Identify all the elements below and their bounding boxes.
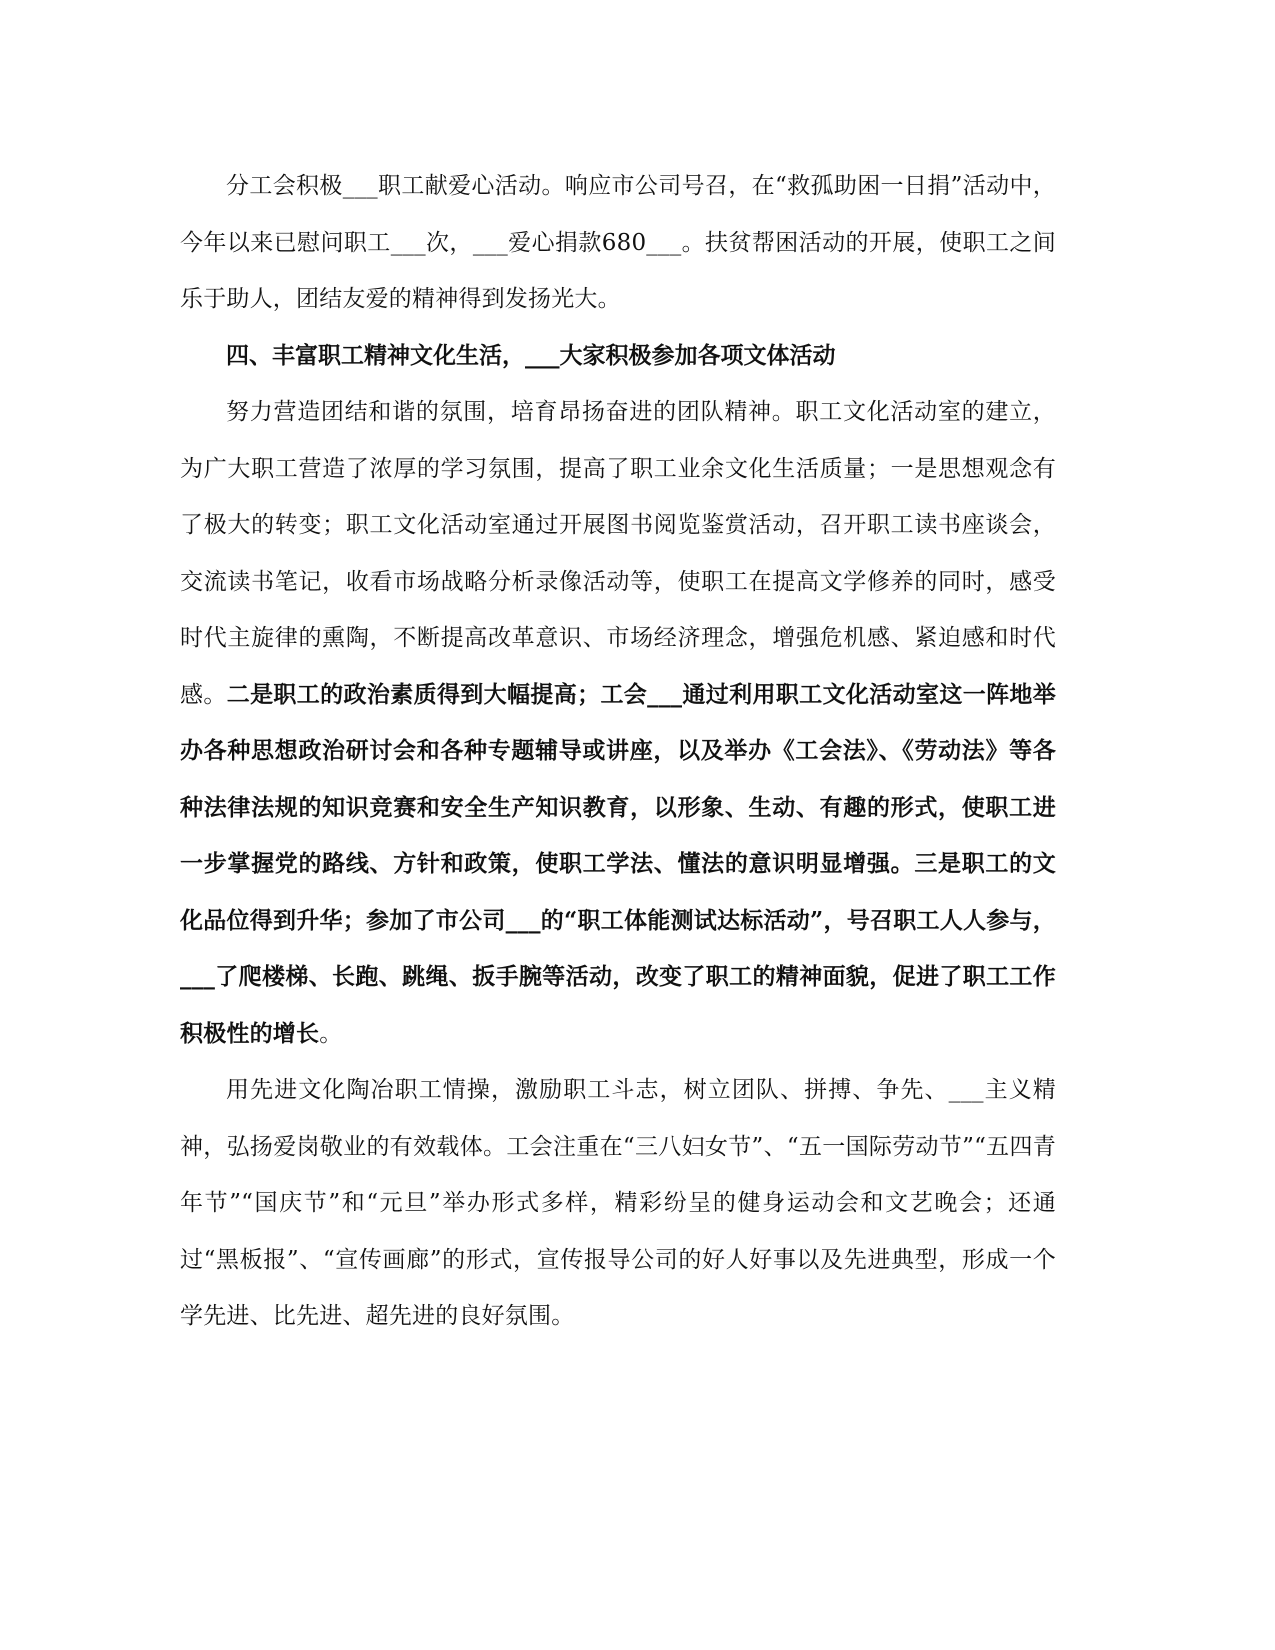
document-page	[180, 158, 1056, 1345]
paragraph-culture-room-bold: 二是职工的政治素质得到大幅提高；工会___通过利用职工文化活动室这一阵地举办各种思想政治研讨会和各种专题辅导或讲座，以及举办《工会法》、《劳动法》等各种法律法规的知识竞赛和安全生产知识教育，以形象、生动、有趣的形式，使职工进一步掌握党的路线、方针和政策，使职工学法、懂法的意识明显增强。三是职工的文化品位得到升华；参加了市公司___的“职工体能测试达标活动”，号召职工人人参与，___了爬楼梯、长跑、跳绳、扳手腕等活动，改变了职工的精神面貌，促进了职工工作积极性的增长	[180, 680, 1056, 1047]
section-heading-four: 四、丰富职工精神文化生活，___大家积极参加各项文体活动	[226, 341, 836, 369]
paragraph-advanced-culture: 用先进文化陶冶职工情操，激励职工斗志，树立团队、拼搏、争先、___主义精神，弘扬爱岗敬业的有效载体。工会注重在“三八妇女节”、“五一国际劳动节”“五四青年节”“国庆节”和“元旦”举办形式多样，精彩纷呈的健身运动会和文艺晚会；还通过“黑板报”、“宣传画廊”的形式，宣传报导公司的好人好事以及先进典型，形成一个学先进、比先进、超先进的良好氛围。	[180, 1077, 1056, 1329]
paragraph-donation-activities: 分工会积极___职工献爱心活动。响应市公司号召，在“救孤助困一日捐”活动中，今年以来已慰问职工___次，___爱心捐款680___。扶贫帮困活动的开展，使职工之间乐于助人，团结友爱的精神得到发扬光大。	[180, 173, 1056, 312]
paragraph-culture-room-normal: 努力营造团结和谐的氛围，培育昂扬奋进的团队精神。职工文化活动室的建立，为广大职工营造了浓厚的学习氛围，提高了职工业余文化生活质量；一是思想观念有了极大的转变；职工文化活动室通过开展图书阅览鉴赏活动，召开职工读书座谈会，交流读书笔记，收看市场战略分析录像活动等，使职工在提高文学修养的同时，感受时代主旋律的熏陶，不断提高改革意识、市场经济理念，增强危机感、紧迫感和时代感。	[180, 399, 1056, 708]
paragraph-culture-room-end: 。	[319, 1020, 343, 1047]
paragraph-culture-room	[180, 384, 1056, 1062]
